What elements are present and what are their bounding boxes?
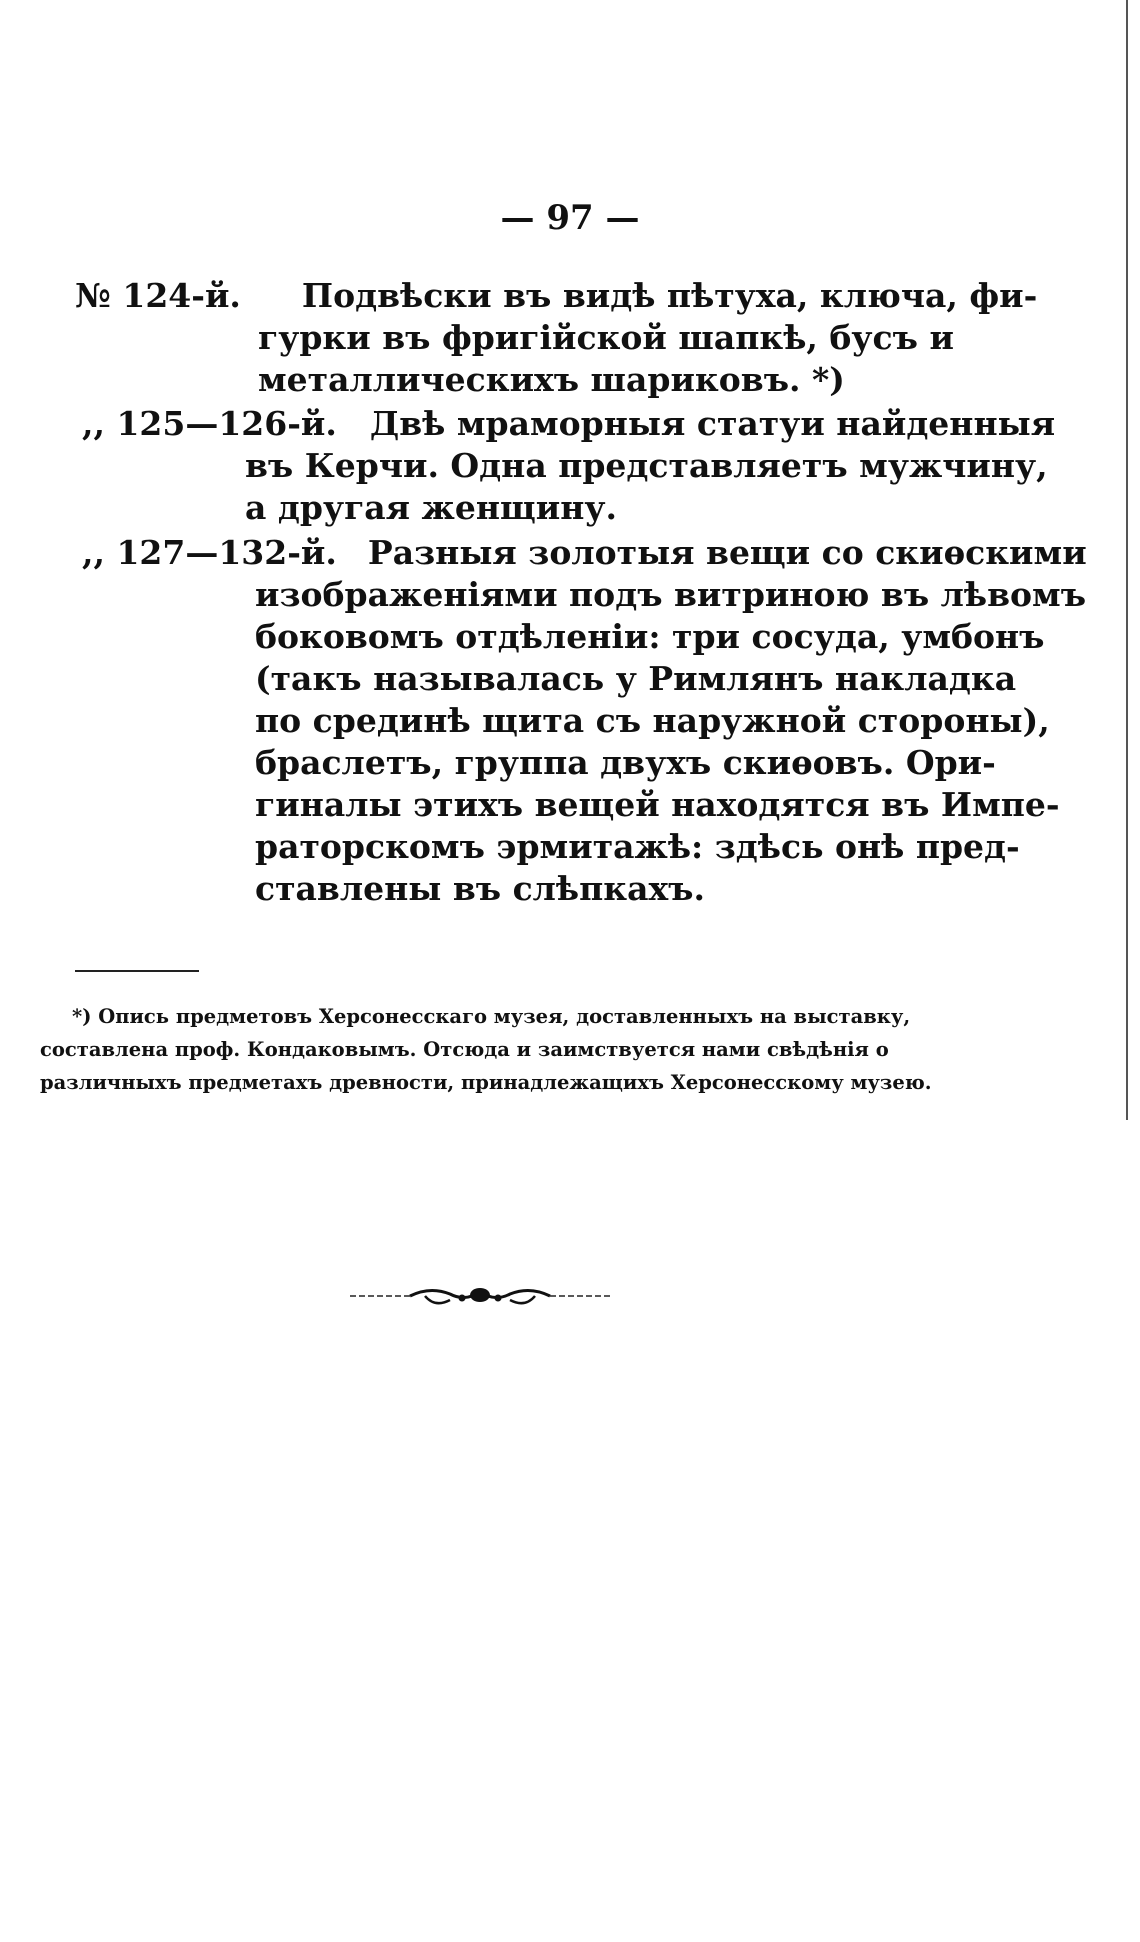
entry-text: Двѣ мраморныя статуи найденныя: [369, 404, 1056, 443]
entry-124: [75, 275, 1037, 401]
entry-line: изображеніями подъ витриною въ лѣвомъ: [255, 575, 1087, 614]
entry-line: ставлены въ слѣпкахъ.: [255, 869, 705, 908]
entry-line: боковомъ отдѣленіи: три сосуда, умбонъ: [255, 617, 1045, 656]
entry-125-126: [82, 403, 1055, 529]
entry-label: № 124-й.: [75, 276, 241, 315]
footnote-line: *) Опись предметовъ Херсонесскаго музея, доставленныхъ на выставку,: [72, 1005, 911, 1028]
entry-line: браслетъ, группа двухъ скиѳовъ. Ори-: [255, 743, 996, 782]
footnote-line: различныхъ предметахъ древности, принадлежащихъ Херсонесскому музею.: [40, 1071, 932, 1094]
footnote: [40, 1000, 932, 1099]
footnote-rule: [75, 970, 199, 972]
entry-line: гурки въ фригійской шапкѣ, бусъ и: [258, 318, 954, 357]
footnote-line: составлена проф. Кондаковымъ. Отсюда и заимствуется нами свѣдѣнія о: [40, 1038, 889, 1061]
entry-line: (такъ называлась у Римлянъ накладка: [255, 659, 1017, 698]
page-edge-line: [1126, 0, 1128, 1120]
entry-line: [82, 532, 1087, 574]
entry-text: Подвѣски въ видѣ пѣтуха, ключа, фи-: [301, 276, 1038, 315]
entry-line: по срединѣ щита съ наружной стороны),: [255, 701, 1050, 740]
entry-label: ,, 127—132-й.: [82, 533, 337, 572]
entry-line: а другая женщину.: [245, 488, 617, 527]
entry-line: гиналы этихъ вещей находятся въ Импе-: [255, 785, 1060, 824]
decorative-ornament-icon: [350, 1278, 610, 1314]
entry-line: раторскомъ эрмитажѣ: здѣсь онѣ пред-: [255, 827, 1020, 866]
entry-line: въ Керчи. Одна представляетъ мужчину,: [245, 446, 1048, 485]
page-number: — 97 —: [500, 198, 640, 238]
entry-text: Разныя золотыя вещи со скиѳскими: [367, 533, 1087, 572]
entry-line: [75, 275, 1037, 317]
entry-line: металлическихъ шариковъ. *): [258, 360, 845, 399]
entry-127-132: [82, 532, 1087, 910]
entry-label: ,, 125—126-й.: [82, 404, 337, 443]
entry-line: [82, 403, 1055, 445]
